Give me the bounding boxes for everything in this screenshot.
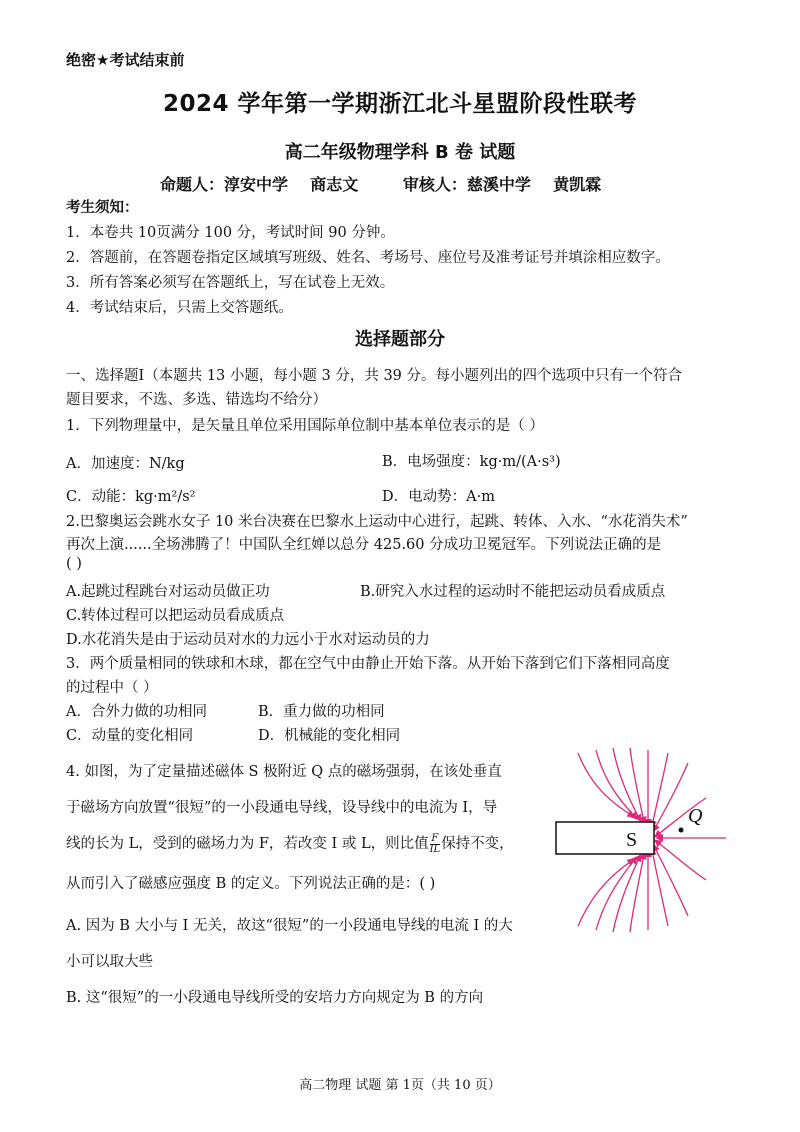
q4-stem: 4. 如图，为了定量描述磁体 S 极附近 Q 点的磁场强弱，在该处垂直 <box>66 764 502 780</box>
fraction-denominator: IL <box>429 843 441 855</box>
field-line <box>652 753 668 826</box>
notice-item: 3．所有答案必须写在答题纸上，写在试卷上无效。 <box>66 275 395 291</box>
field-line <box>654 846 688 916</box>
notice-item: 4．考试结束后，只需上交答题纸。 <box>66 300 293 316</box>
q3-option-a: A．合外力做的功相同 <box>66 704 207 720</box>
q2-option-a: A.起跳过程跳台对运动员做正功 <box>66 584 270 600</box>
q4-stem <box>66 832 514 855</box>
section-title: 选择题部分 <box>355 329 445 350</box>
notice-item: 2．答题前，在答题卷指定区域填写班级、姓名、考场号、座位号及准考证号并填涂相应数字。 <box>66 250 670 266</box>
q4-stem-post: 保持不变， <box>441 836 514 852</box>
confidential-label: 绝密★考试结束前 <box>66 51 185 69</box>
part1-intro: 一、选择题Ⅰ（本题共 13 小题，每小题 3 分，共 39 分。每小题列出的四个选项中只有一个符合 <box>66 368 683 384</box>
pole-label: S <box>626 829 638 851</box>
q4-stem: 于磁场方向放置“很短”的一小段通电导线，设导线中的电流为 I，导 <box>66 800 498 816</box>
exam-title: 2024 学年第一学期浙江北斗星盟阶段性联考 <box>162 91 638 117</box>
q3-stem: 3．两个质量相同的铁球和木球，都在空气中由静止开始下落。从开始下落到它们下落相同高度 <box>66 656 670 672</box>
part1-intro: 题目要求，不选、多选、错选均不给分） <box>66 392 327 408</box>
q2-option-d: D.水花消失是由于运动员对水的力远小于水对运动员的力 <box>66 632 430 648</box>
q3-option-d: D．机械能的变化相同 <box>258 728 401 744</box>
field-line <box>578 753 633 816</box>
q1-option-c: C．动能：kg·m²/s² <box>66 489 196 505</box>
q1-option-b: B．电场强度：kg·m/(A·s³) <box>382 454 561 470</box>
q2-stem: 再次上演......全场沸腾了！中国队全红婵以总分 425.60 分成功卫冕冠军。下列说法正确的是 <box>66 537 662 553</box>
field-line <box>652 850 668 926</box>
q4-stem-pre: 线的长为 L，受到的磁场力为 F，若改变 I 或 L，则比值 <box>66 836 429 852</box>
exam-subtitle: 高二年级物理学科 B 卷 试题 <box>284 142 516 163</box>
magnet-body <box>556 822 654 854</box>
field-line <box>630 748 644 822</box>
q3-option-c: C．动量的变化相同 <box>66 728 194 744</box>
authors-line: 命题人：淳安中学 商志文 审核人：慈溪中学 黄凯霖 <box>160 175 602 194</box>
notice-heading: 考生须知： <box>66 200 139 216</box>
q3-stem: 的过程中（ ） <box>66 680 158 696</box>
point-q-dot <box>679 828 684 833</box>
point-q-label: Q <box>688 805 703 827</box>
magnet-field-figure <box>548 748 728 933</box>
q1-stem: 1．下列物理量中，是矢量且单位采用国际单位制中基本单位表示的是（ ） <box>66 418 544 434</box>
q2-stem: ( ) <box>66 556 82 572</box>
q2-option-c: C.转体过程可以把运动员看成质点 <box>66 608 285 624</box>
q3-option-b: B．重力做的功相同 <box>258 704 385 720</box>
q4-option-b: B. 这“很短”的一小段通电导线所受的安培力方向规定为 B 的方向 <box>66 990 484 1006</box>
q4-option-a: 小可以取大些 <box>66 954 153 970</box>
q2-option-b: B.研究入水过程的运动时不能把运动员看成质点 <box>360 584 666 600</box>
field-line <box>656 841 706 880</box>
q1-option-a: A．加速度：N/kg <box>66 456 185 472</box>
q4-option-a: A. 因为 B 大小与 I 无关，故这“很短”的一小段通电导线的电流 I 的大 <box>66 918 513 934</box>
q1-option-d: D．电动势：A·m <box>382 489 495 505</box>
q4-stem: 从而引入了磁感应强度 B 的定义。下列说法正确的是：( ) <box>66 876 436 892</box>
notice-item: 1．本卷共 10页满分 100 分，考试时间 90 分钟。 <box>66 225 395 241</box>
page-footer: 高二物理 试题 第 1页（共 10 页） <box>299 1078 501 1093</box>
field-line <box>630 854 644 932</box>
ratio-fraction <box>430 834 441 855</box>
q2-stem: 2.巴黎奥运会跳水女子 10 米台决赛在巴黎水上运动中心进行，起跳、转体、入水、“水花消失术” <box>66 514 688 530</box>
fraction-numerator: F <box>431 832 439 844</box>
